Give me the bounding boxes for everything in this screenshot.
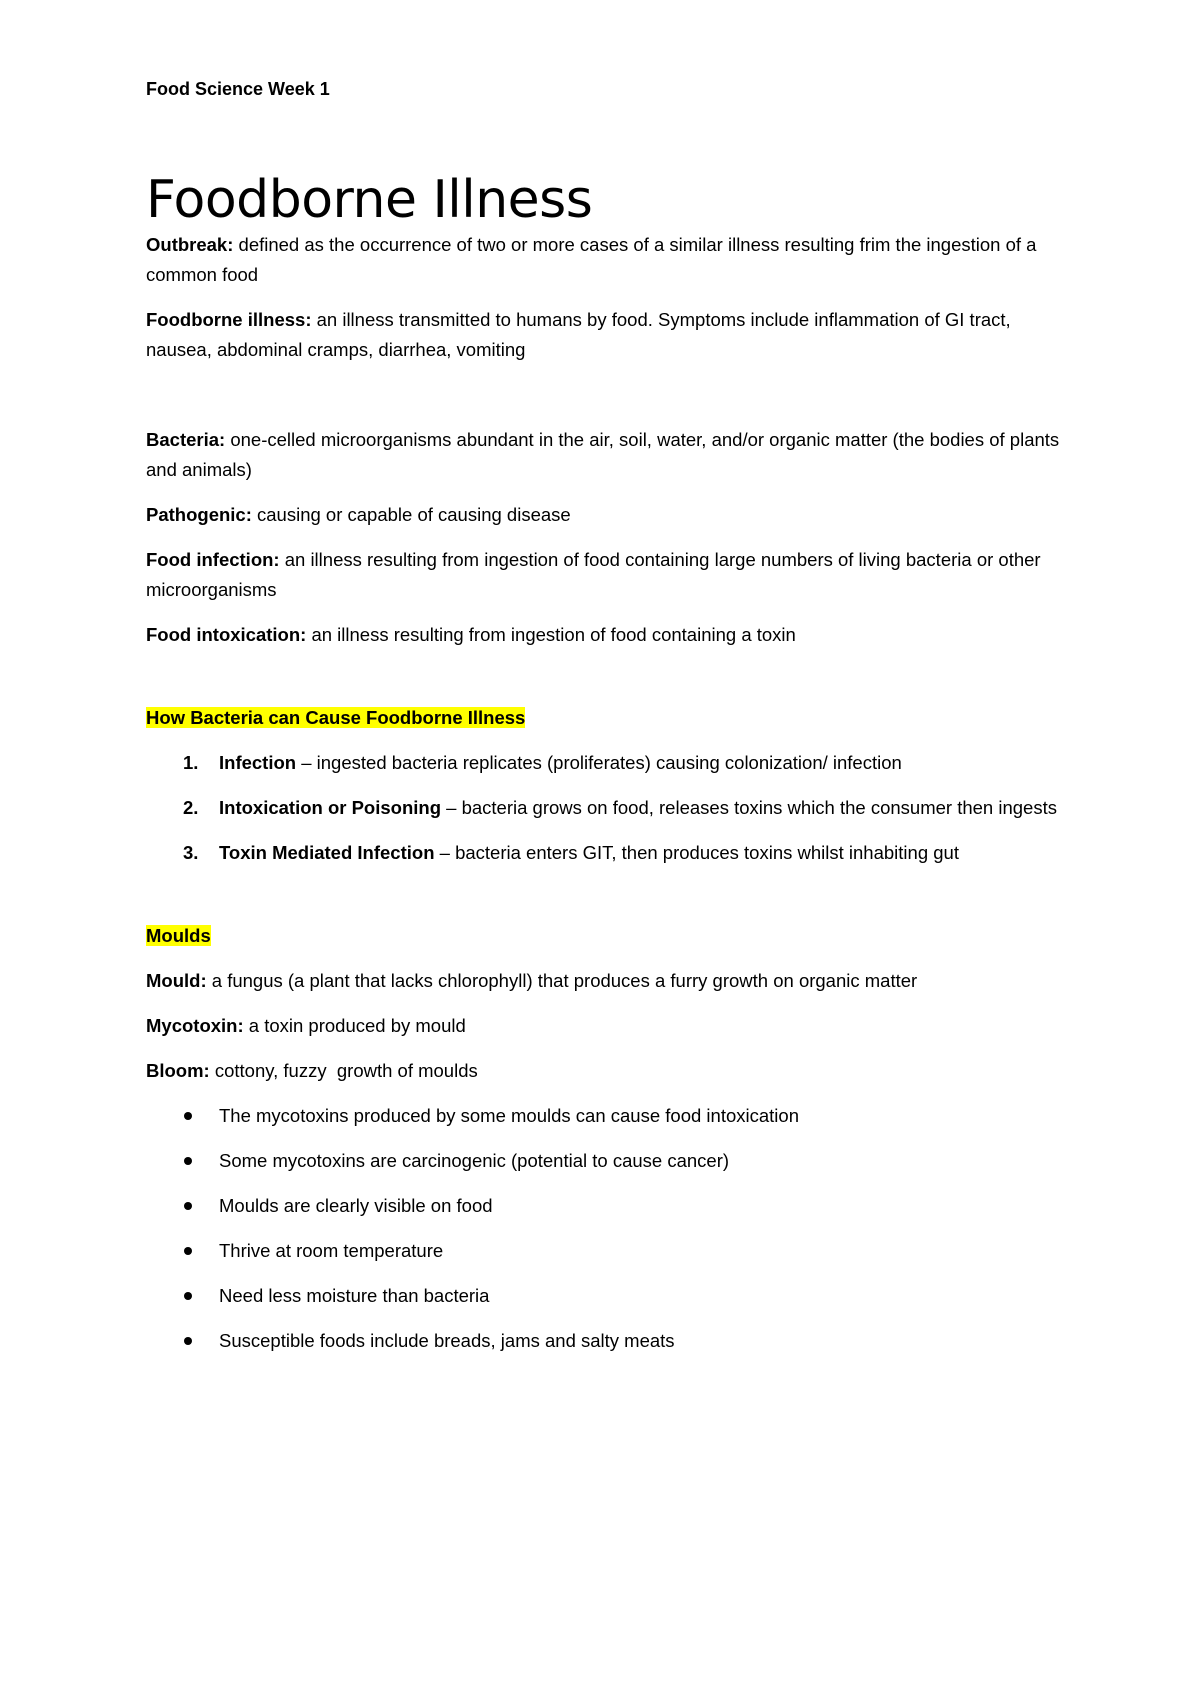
definition-term: Mycotoxin: [146, 1015, 244, 1036]
blank-line [146, 665, 1076, 703]
bullet-icon [184, 1247, 192, 1255]
list-item-term: Intoxication or Poisoning [219, 797, 441, 818]
bullet-icon [184, 1112, 192, 1120]
blank-line [146, 883, 1076, 921]
definition-term: Mould: [146, 970, 207, 991]
definition-bacteria [146, 425, 1076, 485]
list-item-text: Susceptible foods include breads, jams and salty meats [219, 1330, 675, 1351]
definition-text: an illness transmitted to humans by food. Symptoms include inflammation of GI tract, nausea, abdominal cramps, diarrhea, vomiting [146, 309, 1011, 360]
list-number: 2. [183, 797, 199, 818]
list-item-text: The mycotoxins produced by some moulds can cause food intoxication [219, 1105, 799, 1126]
list-item [146, 1101, 1076, 1131]
bullet-icon [184, 1157, 192, 1165]
definition-term: Food infection: [146, 549, 280, 570]
list-item-text: – bacteria grows on food, releases toxins which the consumer then ingests [441, 797, 1057, 818]
list-item [146, 793, 1076, 823]
numbered-list [146, 748, 1076, 868]
definition-term: Foodborne illness: [146, 309, 312, 330]
list-number: 1. [183, 752, 199, 773]
list-item [146, 1146, 1076, 1176]
list-item-term: Toxin Mediated Infection [219, 842, 435, 863]
definition-outbreak [146, 230, 1076, 290]
list-item-text: Need less moisture than bacteria [219, 1285, 490, 1306]
section-heading-bacteria [146, 703, 1076, 733]
definition-text: an illness resulting from ingestion of food containing large numbers of living bacteria or other microorganisms [146, 549, 1041, 600]
bullet-icon [184, 1292, 192, 1300]
page-header: Food Science Week 1 [146, 79, 330, 99]
list-item [146, 1191, 1076, 1221]
list-item [146, 1326, 1076, 1356]
definition-pathogenic [146, 500, 1076, 530]
definition-mould [146, 966, 1076, 996]
section-heading-moulds [146, 921, 1076, 951]
bullet-icon [184, 1337, 192, 1345]
definition-text: defined as the occurrence of two or more cases of a similar illness resulting frim the ingestion of a common food [146, 234, 1037, 285]
highlighted-heading: Moulds [146, 925, 211, 946]
list-item-text: – ingested bacteria replicates (proliferates) causing colonization/ infection [296, 752, 902, 773]
definition-bloom [146, 1056, 1076, 1086]
definition-text: a fungus (a plant that lacks chlorophyll) that produces a furry growth on organic matter [206, 970, 918, 991]
list-item-term: Infection [219, 752, 297, 773]
list-item [146, 838, 1076, 868]
bullet-icon [184, 1202, 192, 1210]
highlighted-heading: How Bacteria can Cause Foodborne Illness [146, 707, 526, 728]
list-item-text: – bacteria enters GIT, then produces toxins whilst inhabiting gut [434, 842, 959, 863]
list-item [146, 1236, 1076, 1266]
definition-text: cottony, fuzzy growth of moulds [209, 1060, 478, 1081]
definition-term: Pathogenic: [146, 504, 252, 525]
list-item-text: Some mycotoxins are carcinogenic (potential to cause cancer) [219, 1150, 730, 1171]
definition-text: causing or capable of causing disease [251, 504, 571, 525]
list-item [146, 748, 1076, 778]
document-title: Foodborne Illness [146, 170, 593, 230]
definition-term: Food intoxication: [146, 624, 307, 645]
definition-term: Bloom: [146, 1060, 210, 1081]
document-content [146, 74, 1076, 1371]
definition-text: a toxin produced by mould [243, 1015, 466, 1036]
definition-text: an illness resulting from ingestion of food containing a toxin [306, 624, 796, 645]
definition-mycotoxin [146, 1011, 1076, 1041]
list-item-text: Thrive at room temperature [219, 1240, 444, 1261]
blank-line [146, 380, 1076, 425]
definition-text: one-celled microorganisms abundant in the air, soil, water, and/or organic matter (the bodies of plants and animals) [146, 429, 1060, 480]
list-item-text: Moulds are clearly visible on food [219, 1195, 493, 1216]
definition-term: Outbreak: [146, 234, 234, 255]
bullet-list [146, 1101, 1076, 1356]
definition-term: Bacteria: [146, 429, 226, 450]
list-item [146, 1281, 1076, 1311]
definition-food-infection [146, 545, 1076, 605]
list-number: 3. [183, 842, 199, 863]
definition-food-intoxication [146, 620, 1076, 650]
definition-foodborne-illness [146, 305, 1076, 365]
